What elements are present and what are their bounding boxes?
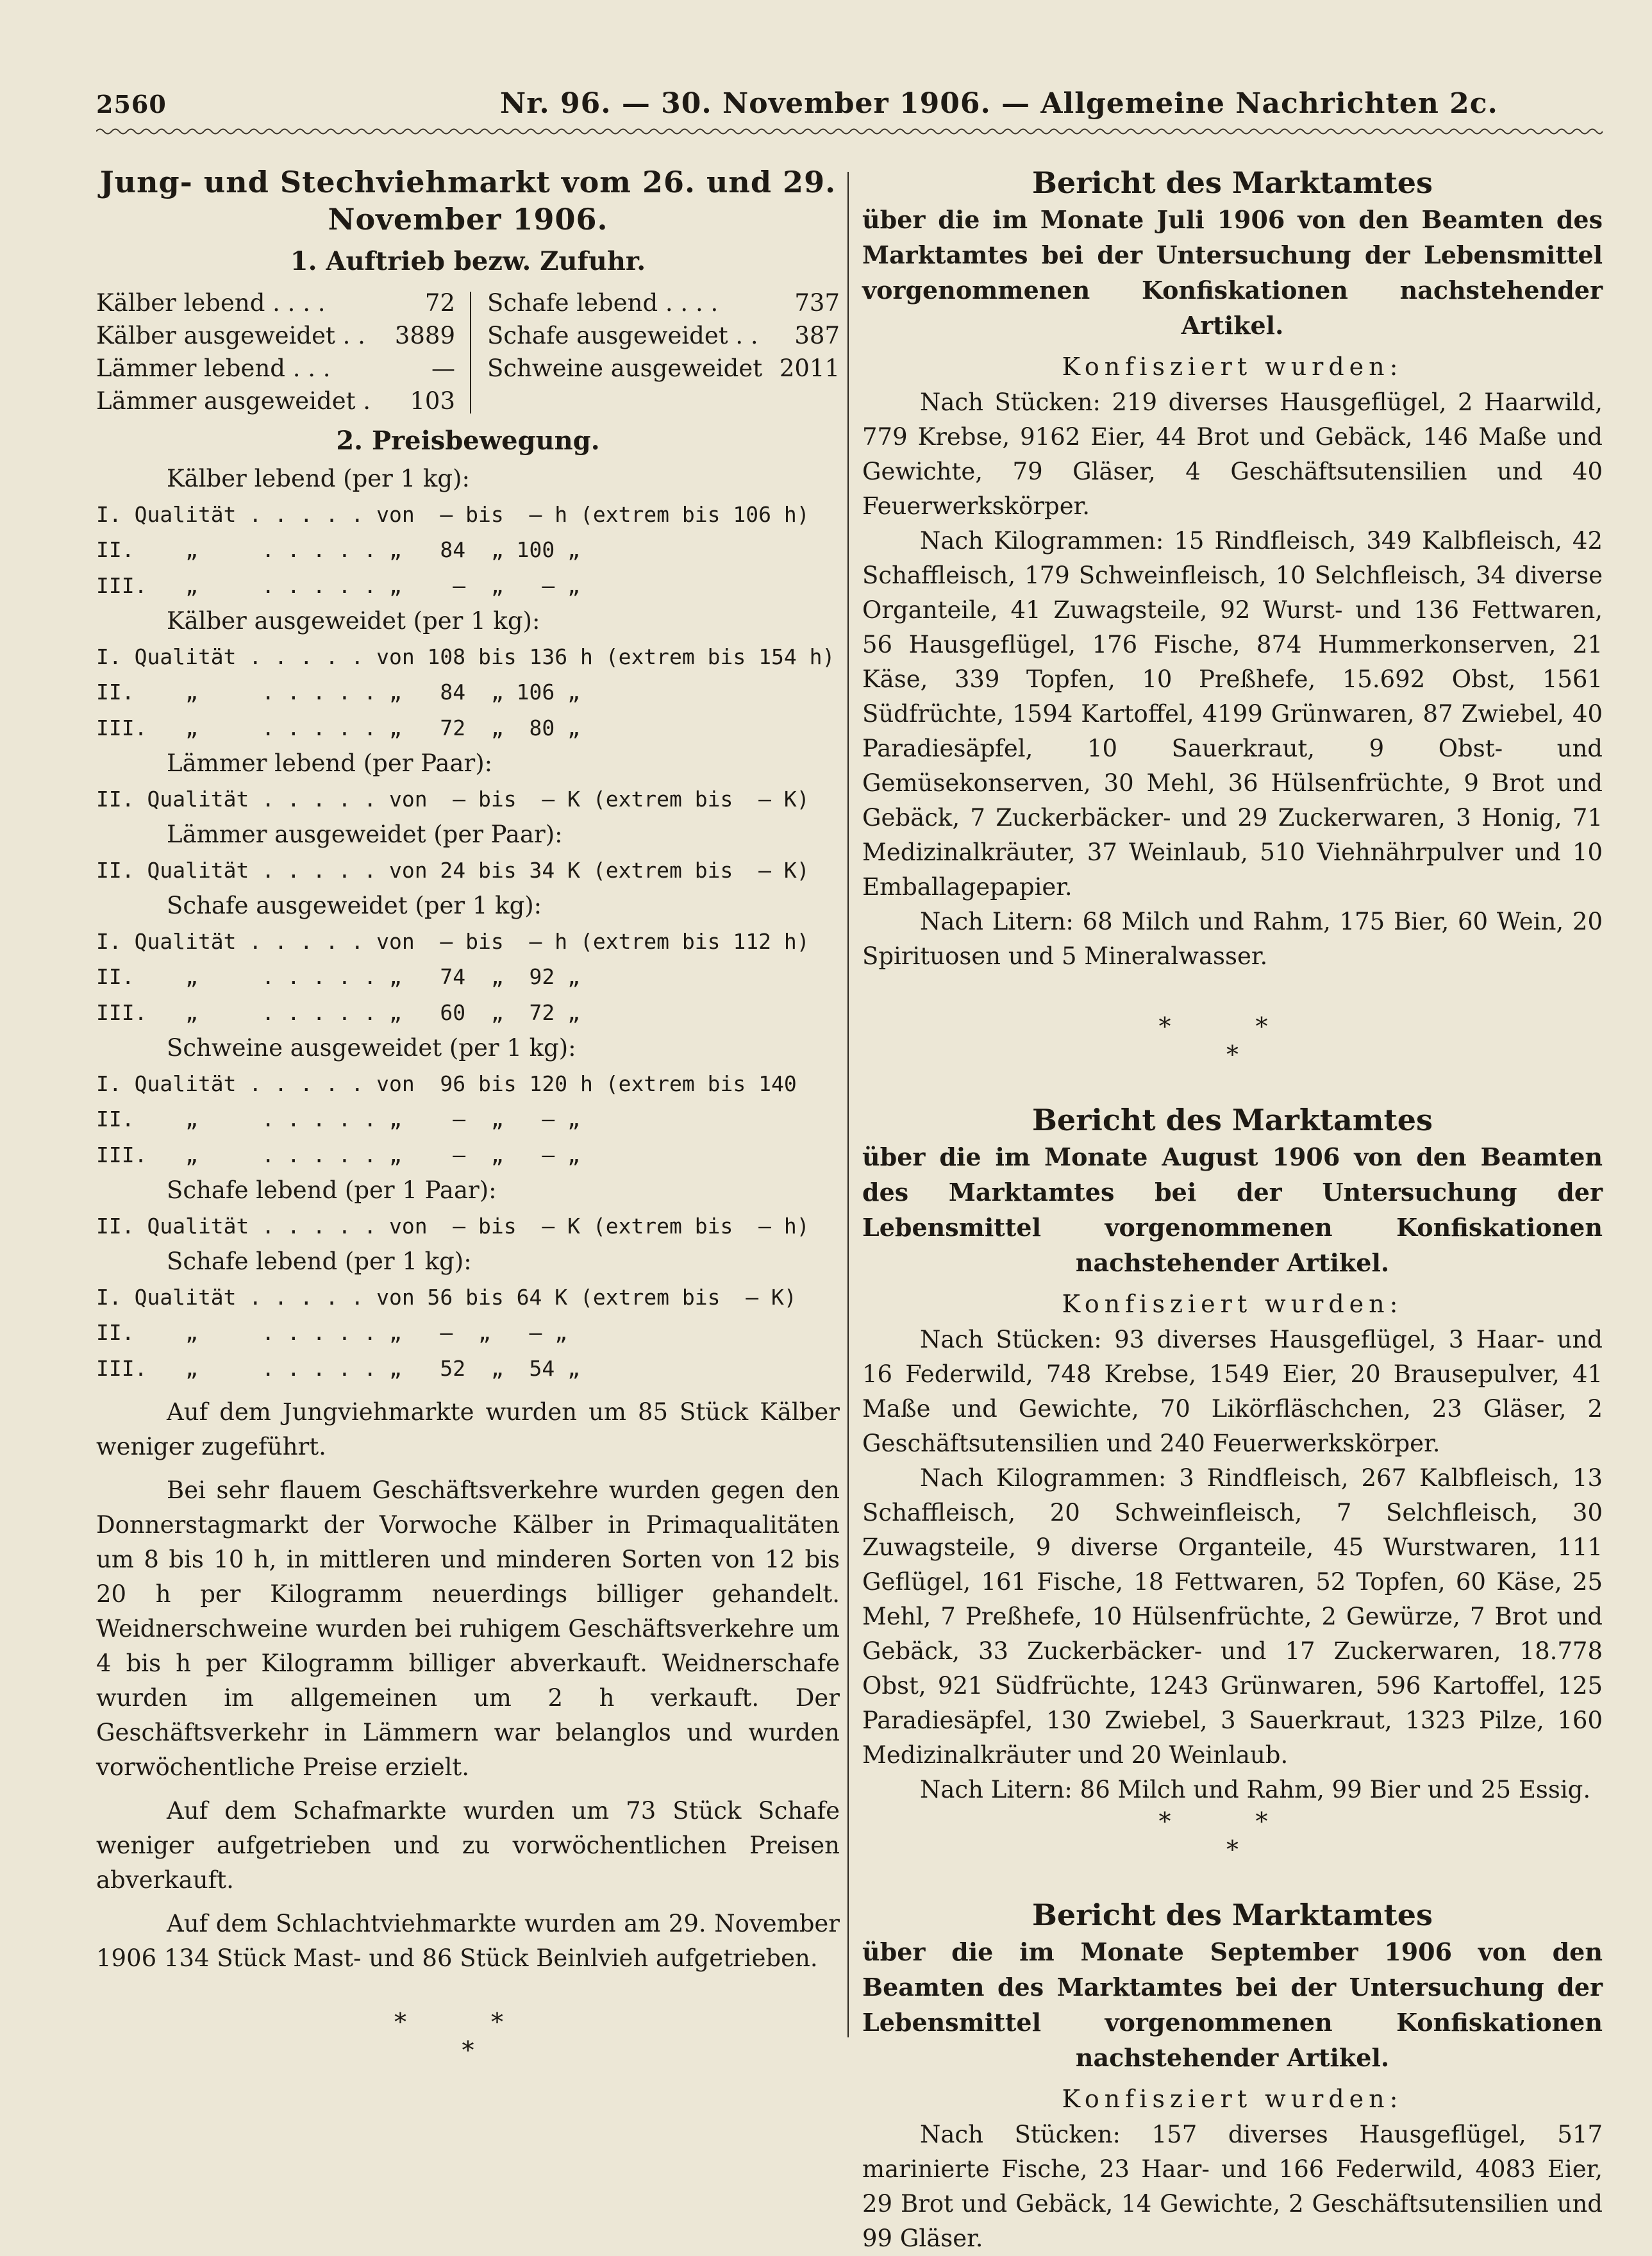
asterism-bottom: *	[1226, 1040, 1239, 1069]
section-price-heading: 2. Preisbewegung.	[336, 426, 600, 456]
supply-label: Kälber lebend . . . .	[96, 289, 326, 317]
supply-row	[487, 319, 840, 352]
price-category: Schafe lebend (per 1 Paar):	[167, 1176, 497, 1204]
price-row: I. Qualität . . . . . von — bis — h (extrem bis 112 h)	[96, 928, 810, 954]
report-subtitle-august: über die im Monate August 1906 von den Beamten des Marktamtes bei der Untersuchung der Lebensmittel vorgenommenen Konfiskationen nachstehender Artikel.	[862, 1142, 1603, 1277]
price-row: II. „ . . . . . „ 84 „ 100 „	[96, 537, 580, 562]
section-supply-heading: 1. Auftrieb bezw. Zufuhr.	[290, 246, 646, 276]
report-paragraph: Nach Stücken: 157 diverses Hausgeflügel, 517 marinierte Fische, 23 Haar- und 166 Federwild, 4083 Eier, 29 Brot und Gebäck, 14 Gewichte, 2 Geschäftsutensilien und 99 Gläser.	[862, 2121, 1603, 2252]
konfisziert-heading: Konfisziert wurden:	[1062, 1290, 1403, 1318]
price-category: Lämmer lebend (per Paar):	[167, 749, 493, 777]
price-row: III. „ . . . . . „ 52 „ 54 „	[96, 1355, 580, 1381]
report-title-july: Bericht des Marktamtes	[1032, 165, 1433, 200]
price-category: Schweine ausgeweidet (per 1 kg):	[167, 1034, 576, 1062]
market-paragraph: Auf dem Jungviehmarkte wurden um 85 Stück Kälber weniger zugeführt.	[96, 1398, 840, 1460]
price-row: I. Qualität . . . . . von 96 bis 120 h (extrem bis 140	[96, 1071, 797, 1096]
asterism-top: * *	[394, 2008, 542, 2036]
report-subtitle-july: über die im Monate Juli 1906 von den Beamten des Marktamtes bei der Untersuchung der Lebensmittel vorgenommenen Konfiskationen nachstehender Artikel.	[862, 205, 1603, 340]
market-report-title: Jung- und Stechviehmarkt vom 26. und 29. November 1906.	[99, 165, 837, 237]
price-row: II. Qualität . . . . . von — bis — K (extrem bis — h)	[96, 1213, 810, 1239]
supply-row	[96, 352, 455, 385]
header-wavy-rule	[96, 127, 1603, 136]
report-paragraph: Nach Kilogrammen: 15 Rindfleisch, 349 Kalbfleisch, 42 Schaffleisch, 179 Schweinfleisch, 10 Selchfleisch, 34 diverse Organteile, 41 Zuwagsteile, 92 Wurst- und 136 Fettwaren, 56 Hausgeflügel, 176 Fische, 874 Hummerkonserven, 21 Käse, 339 Topfen, 10 Preßhefe, 15.692 Obst, 1561 Südfrüchte, 1594 Kartoffel, 4199 Grünwaren, 87 Zwiebel, 40 Paradiesäpfel, 10 Sauerkraut, 9 Obst- und Gemüsekonserven, 30 Mehl, 36 Hülsenfrüchte, 9 Brot und Gebäck, 7 Zuckerbäcker- und 29 Zuckerwaren, 3 Honig, 71 Medizinalkräuter, 37 Weinlaub, 510 Viehnährpulver und 10 Emballagepapier.	[862, 527, 1603, 901]
report-paragraph: Nach Stücken: 219 diverses Hausgeflügel, 2 Haarwild, 779 Krebse, 9162 Eier, 44 Brot und Gebäck, 146 Maße und Gewichte, 79 Gläser, 4 Geschäftsutensilien und 40 Feuerwerkskörper.	[862, 389, 1603, 520]
page-header	[96, 82, 1603, 127]
price-row: I. Qualität . . . . . von 108 bis 136 h (extrem bis 154 h)	[96, 644, 835, 669]
price-row: III. „ . . . . . „ 72 „ 80 „	[96, 715, 580, 740]
report-title-august: Bericht des Marktamtes	[1032, 1103, 1433, 1137]
supply-row	[96, 319, 455, 352]
report-paragraph: Nach Litern: 86 Milch und Rahm, 99 Bier und 25 Essig.	[920, 1776, 1591, 1803]
price-row: III. „ . . . . . „ — „ — „	[96, 572, 580, 598]
report-subtitle-september: über die im Monate September 1906 von den Beamten des Marktamtes bei der Untersuchung der Lebensmittel vorgenommenen Konfiskationen nachstehender Artikel.	[862, 1937, 1603, 2072]
price-row: III. „ . . . . . „ — „ — „	[96, 1142, 580, 1167]
price-row: II. Qualität . . . . . von 24 bis 34 K (extrem bis — K)	[96, 857, 810, 883]
supply-row	[96, 287, 455, 319]
market-paragraph: Auf dem Schlachtviehmarkte wurden am 29. November 1906 134 Stück Mast- und 86 Stück Beinlvieh aufgetrieben.	[96, 1910, 840, 1972]
supply-label: Kälber ausgeweidet . .	[96, 322, 365, 349]
price-row: II. „ . . . . . „ — „ — „	[96, 1107, 580, 1132]
supply-value: 2011	[779, 355, 840, 382]
supply-value: —	[431, 355, 455, 382]
konfisziert-heading: Konfisziert wurden:	[1062, 353, 1403, 381]
price-category: Kälber ausgeweidet (per 1 kg):	[167, 607, 540, 635]
supply-label: Schafe lebend . . . .	[487, 289, 719, 317]
supply-row	[487, 287, 840, 319]
report-paragraph: Nach Litern: 68 Milch und Rahm, 175 Bier, 60 Wein, 20 Spirituosen und 5 Mineralwasser.	[862, 908, 1603, 970]
asterism-top: * *	[1158, 1807, 1306, 1835]
report-title-september: Bericht des Marktamtes	[1032, 1898, 1433, 1932]
supply-value: 387	[794, 322, 840, 349]
supply-value: 3889	[394, 322, 455, 349]
price-category: Schafe lebend (per 1 kg):	[167, 1248, 472, 1275]
price-row: II. „ . . . . . „ 84 „ 106 „	[96, 680, 580, 705]
supply-value: 103	[410, 387, 455, 415]
price-category: Lämmer ausgeweidet (per Paar):	[167, 821, 563, 848]
right-column	[862, 163, 1603, 2256]
price-row: III. „ . . . . . „ 60 „ 72 „	[96, 999, 580, 1025]
running-head: Nr. 96. — 30. November 1906. — Allgemeine Nachrichten 2c.	[500, 87, 1498, 120]
supply-value: 737	[794, 289, 840, 317]
supply-divider	[470, 292, 471, 414]
report-paragraph: Nach Stücken: 93 diverses Hausgeflügel, 3 Haar- und 16 Federwild, 748 Krebse, 1549 Eier, 20 Brausepulver, 41 Maße und Gewichte, 70 Likörfläschchen, 23 Gläser, 2 Geschäftsutensilien und 240 Feuerwerkskörper.	[862, 1326, 1603, 1457]
market-paragraph: Bei sehr flauem Geschäftsverkehre wurden gegen den Donnerstagmarkt der Vorwoche Kälber in Primaqualitäten um 8 bis 10 h, in mittleren und minderen Sorten von 12 bis 20 h per Kilogramm neuerdings billiger gehandelt. Weidnerschweine wurden bei ruhigem Geschäftsverkehre um 4 bis h per Kilogramm billiger abverkauft. Weidnerschafe wurden im allgemeinen um 2 h verkauft. Der Geschäftsverkehr in Lämmern war belanglos und wurden vorwöchentliche Preise erzielt.	[96, 1476, 840, 1781]
asterism-top: * *	[1158, 1012, 1306, 1040]
asterism-bottom: *	[1226, 1835, 1239, 1864]
report-paragraph: Nach Kilogrammen: 3 Rindfleisch, 267 Kalbfleisch, 13 Schaffleisch, 20 Schweinfleisch, 7 Selchfleisch, 30 Zuwagsteile, 9 diverse Organteile, 45 Wurstwaren, 111 Geflügel, 161 Fische, 18 Fettwaren, 52 Topfen, 60 Käse, 25 Mehl, 7 Preßhefe, 10 Hülsenfrüchte, 2 Gewürze, 7 Brot und Gebäck, 33 Zuckerbäcker- und 17 Zuckerwaren, 18.778 Obst, 921 Südfrüchte, 1243 Grünwaren, 596 Kartoffel, 125 Paradiesäpfel, 130 Zwiebel, 3 Sauerkraut, 1323 Pilze, 160 Medizinalkräuter und 20 Weinlaub.	[862, 1464, 1603, 1769]
konfisziert-heading: Konfisziert wurden:	[1062, 2085, 1403, 2113]
price-row: I. Qualität . . . . . von 56 bis 64 K (extrem bis — K)	[96, 1284, 797, 1310]
page-number: 2560	[96, 90, 167, 119]
supply-row	[487, 352, 840, 385]
market-paragraph: Auf dem Schafmarkte wurden um 73 Stück Schafe weniger aufgetrieben und zu vorwöchentlichen Preisen abverkauft.	[96, 1797, 840, 1894]
supply-table	[96, 287, 840, 417]
supply-right-list	[487, 287, 840, 385]
price-row: I. Qualität . . . . . von — bis — h (extrem bis 106 h)	[96, 501, 810, 527]
supply-label: Schweine ausgeweidet	[487, 355, 763, 382]
supply-value: 72	[424, 289, 455, 317]
left-column	[96, 163, 840, 2064]
price-row: II. Qualität . . . . . von — bis — K (extrem bis — K)	[96, 786, 810, 812]
price-category: Schafe ausgeweidet (per 1 kg):	[167, 892, 542, 919]
supply-label: Schafe ausgeweidet . .	[487, 322, 758, 349]
supply-label: Lämmer lebend . . .	[96, 355, 331, 382]
asterism-bottom: *	[462, 2036, 474, 2064]
supply-left-list	[96, 287, 455, 417]
price-row: II. „ . . . . . „ — „ — „	[96, 1320, 568, 1345]
price-row: II. „ . . . . . „ 74 „ 92 „	[96, 964, 580, 989]
price-movement	[96, 461, 840, 1386]
price-category: Kälber lebend (per 1 kg):	[167, 465, 470, 492]
supply-label: Lämmer ausgeweidet .	[96, 387, 371, 415]
column-divider	[847, 172, 849, 2037]
supply-row	[96, 385, 455, 417]
